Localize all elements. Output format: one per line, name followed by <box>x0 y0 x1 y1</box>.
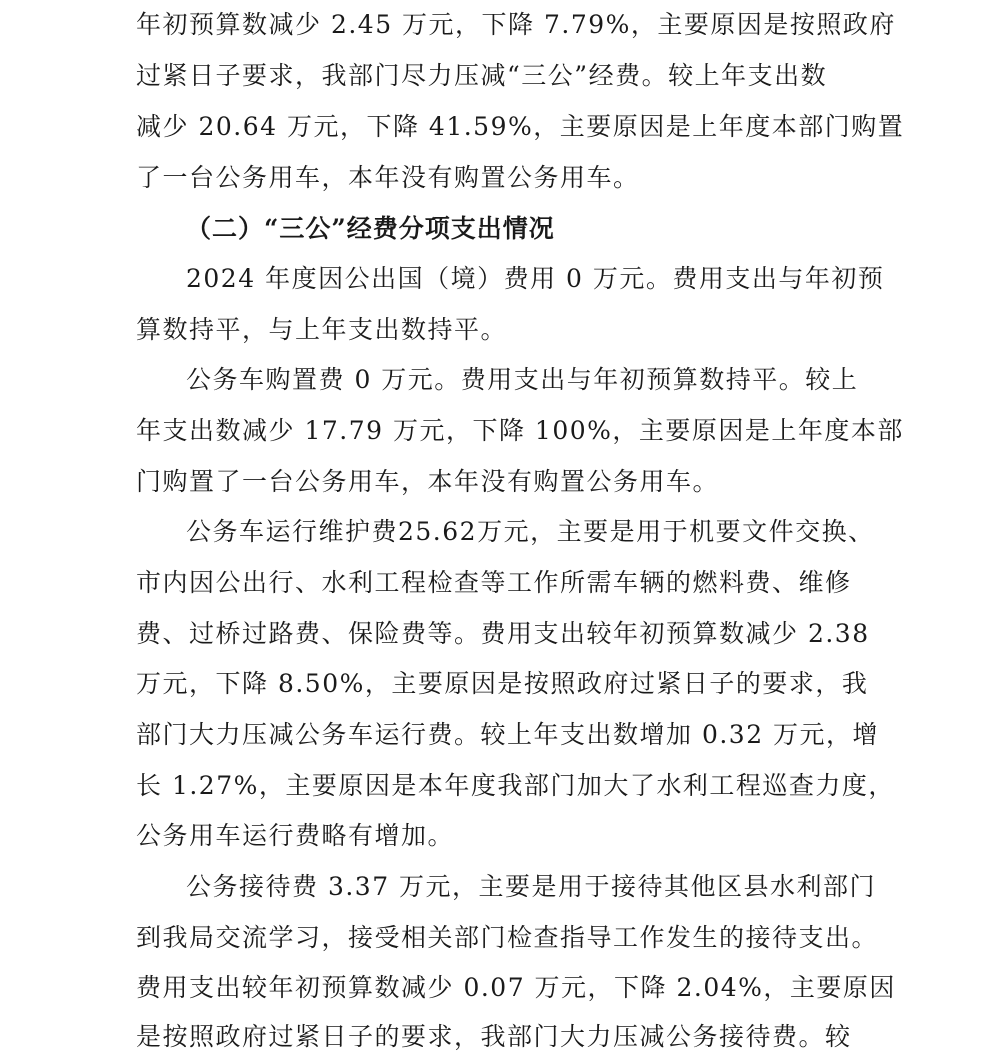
paragraph-start: 公务车运行维护费25.62万元，主要是用于机要文件交换、 <box>186 517 875 546</box>
text-line: 算数持平，与上年支出数持平。 <box>136 315 508 344</box>
paragraph-start: 公务车购置费 0 万元。费用支出与年初预算数持平。较上 <box>186 365 859 394</box>
text-line: 减少 20.64 万元，下降 41.59%，主要原因是上年度本部门购置 <box>136 112 905 141</box>
text-line: 年初预算数减少 2.45 万元，下降 7.79%，主要原因是按照政府 <box>136 10 896 39</box>
text-line: 万元，下降 8.50%，主要原因是按照政府过紧日子的要求，我 <box>136 669 869 698</box>
text-line: 门购置了一台公务用车，本年没有购置公务用车。 <box>136 467 720 496</box>
text-line: 长 1.27%，主要原因是本年度我部门加大了水利工程巡查力度， <box>136 771 895 800</box>
paragraph-start: 2024 年度因公出国（境）费用 0 万元。费用支出与年初预 <box>186 264 885 293</box>
text-line: 费用支出较年初预算数减少 0.07 万元，下降 2.04%，主要原因 <box>136 973 896 1002</box>
text-line: 了一台公务用车，本年没有购置公务用车。 <box>136 163 640 192</box>
text-line: 公务用车运行费略有增加。 <box>136 821 455 850</box>
section-heading: （二）“三公”经费分项支出情况 <box>186 214 555 243</box>
text-line: 是按照政府过紧日子的要求，我部门大力压减公务接待费。较 <box>136 1022 852 1051</box>
text-line: 到我局交流学习，接受相关部门检查指导工作发生的接待支出。 <box>136 923 879 952</box>
text-line: 市内因公出行、水利工程检查等工作所需车辆的燃料费、维修 <box>136 568 852 597</box>
paragraph-start: 公务接待费 3.37 万元，主要是用于接待其他区县水利部门 <box>186 872 877 901</box>
text-line: 年支出数减少 17.79 万元，下降 100%，主要原因是上年度本部 <box>136 416 904 445</box>
text-line: 过紧日子要求，我部门尽力压减“三公”经费。较上年支出数 <box>136 61 828 90</box>
text-line: 费、过桥过路费、保险费等。费用支出较年初预算数减少 2.38 <box>136 619 870 648</box>
text-line: 部门大力压减公务车运行费。较上年支出数增加 0.32 万元，增 <box>136 720 880 749</box>
